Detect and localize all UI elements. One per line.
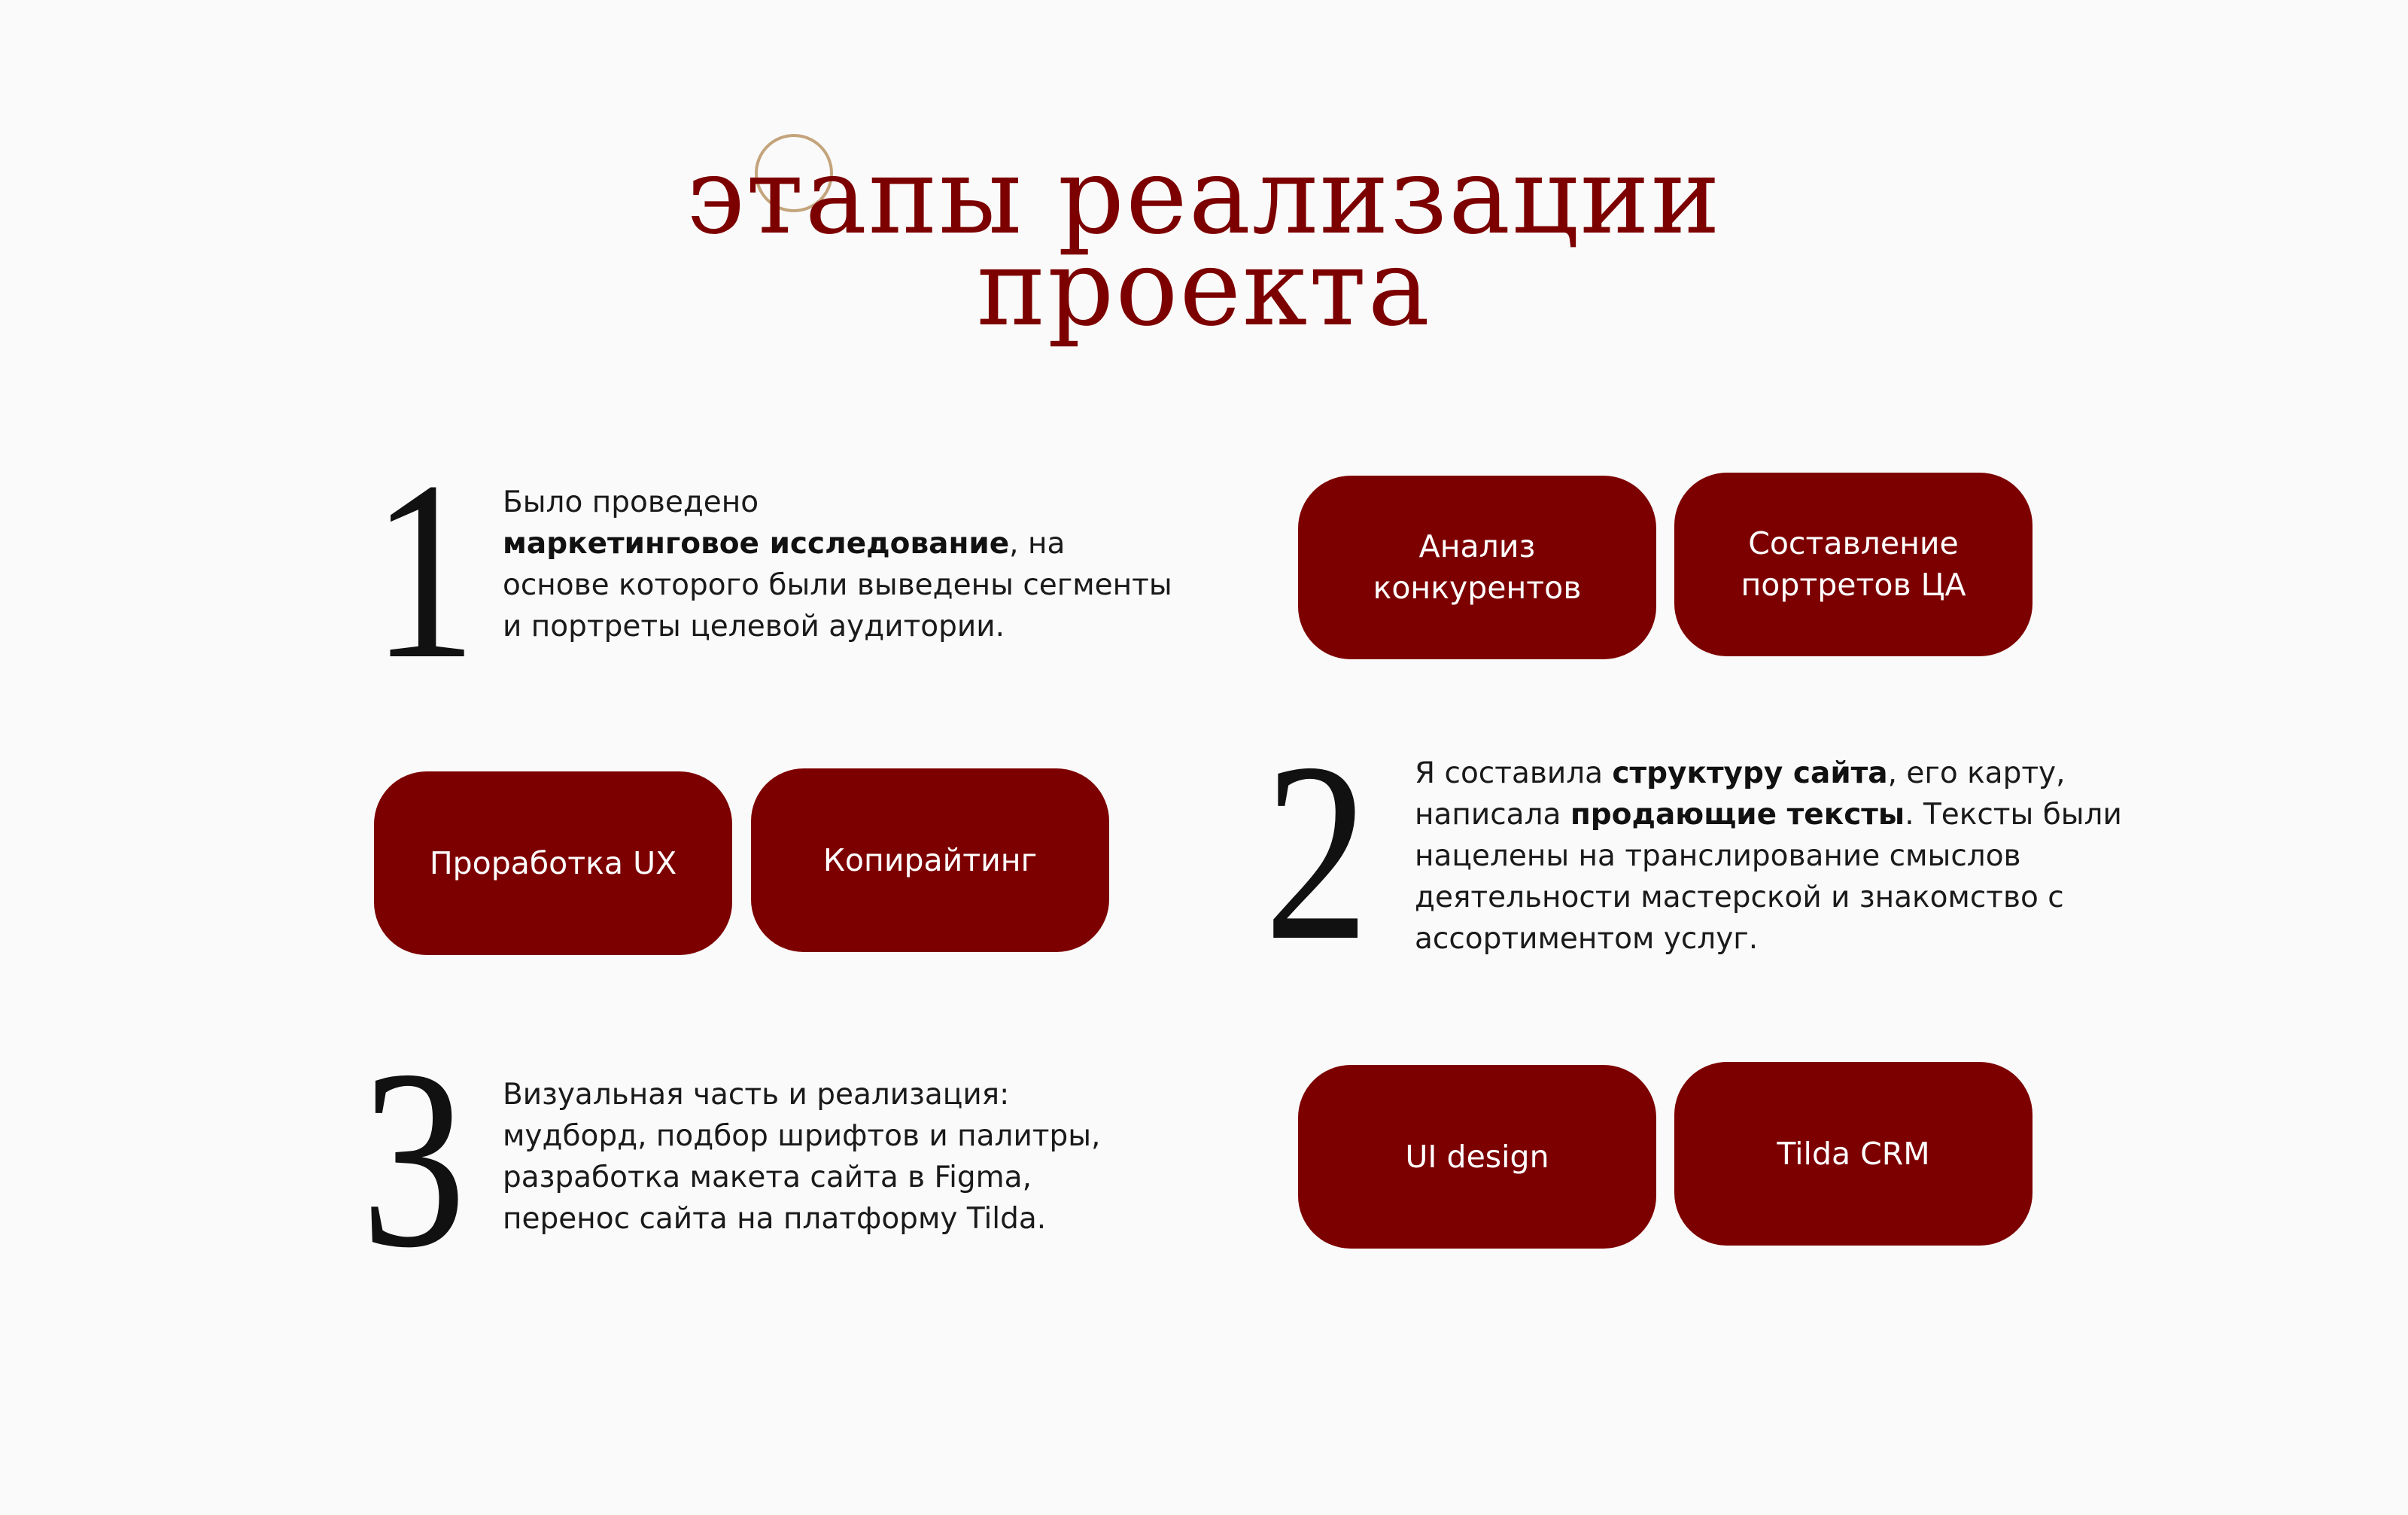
step-2-text: [1415, 753, 2137, 960]
tag-analysis-competitors: Анализ конкурентов: [1298, 476, 1656, 659]
page-title: [0, 134, 2408, 350]
step-1-text-part: , на основе которого были выведены сегменты и портреты целевой аудитории.: [503, 527, 1172, 643]
step-1-text-bold: маркетинговое исследование: [503, 527, 1010, 561]
tag-audience-portraits: Составление портретов ЦА: [1674, 473, 2033, 656]
step-2-text-part: , его карту, написала: [1415, 756, 2066, 832]
step-3-text: [503, 1074, 1150, 1240]
step-2-number: 2: [1264, 710, 1370, 993]
page-title-line-2: проекта: [977, 226, 1431, 350]
step-2-text-bold: структуру сайта: [1612, 756, 1888, 790]
tag-tilda-crm: Tilda CRM: [1674, 1062, 2033, 1246]
step-2-text-part: . Тексты были нацелены на транслирование смыслов деятельности мастерской и знакомство с ассортиментом услуг.: [1415, 798, 2122, 956]
step-1-text-part: Было проведено: [503, 485, 759, 519]
tag-ux-design: Проработка UX: [374, 771, 732, 955]
step-2-text-part: Я составила: [1415, 756, 1613, 790]
page-title-line-1: этапы реализации: [686, 134, 1722, 258]
step-2-text-bold: продающие тексты: [1570, 798, 1905, 832]
step-1-number: 1: [372, 428, 477, 712]
tag-ui-design: UI design: [1298, 1065, 1656, 1249]
step-3-number: 3: [361, 1017, 467, 1301]
step-1-text: [503, 482, 1180, 647]
step-3-text-part: Визуальная часть и реализация: мудборд, подбор шрифтов и палитры, разработка макета сайта в Figma, перенос сайта на платформу Tilda.: [503, 1078, 1101, 1236]
tag-copywriting: Копирайтинг: [751, 768, 1109, 952]
